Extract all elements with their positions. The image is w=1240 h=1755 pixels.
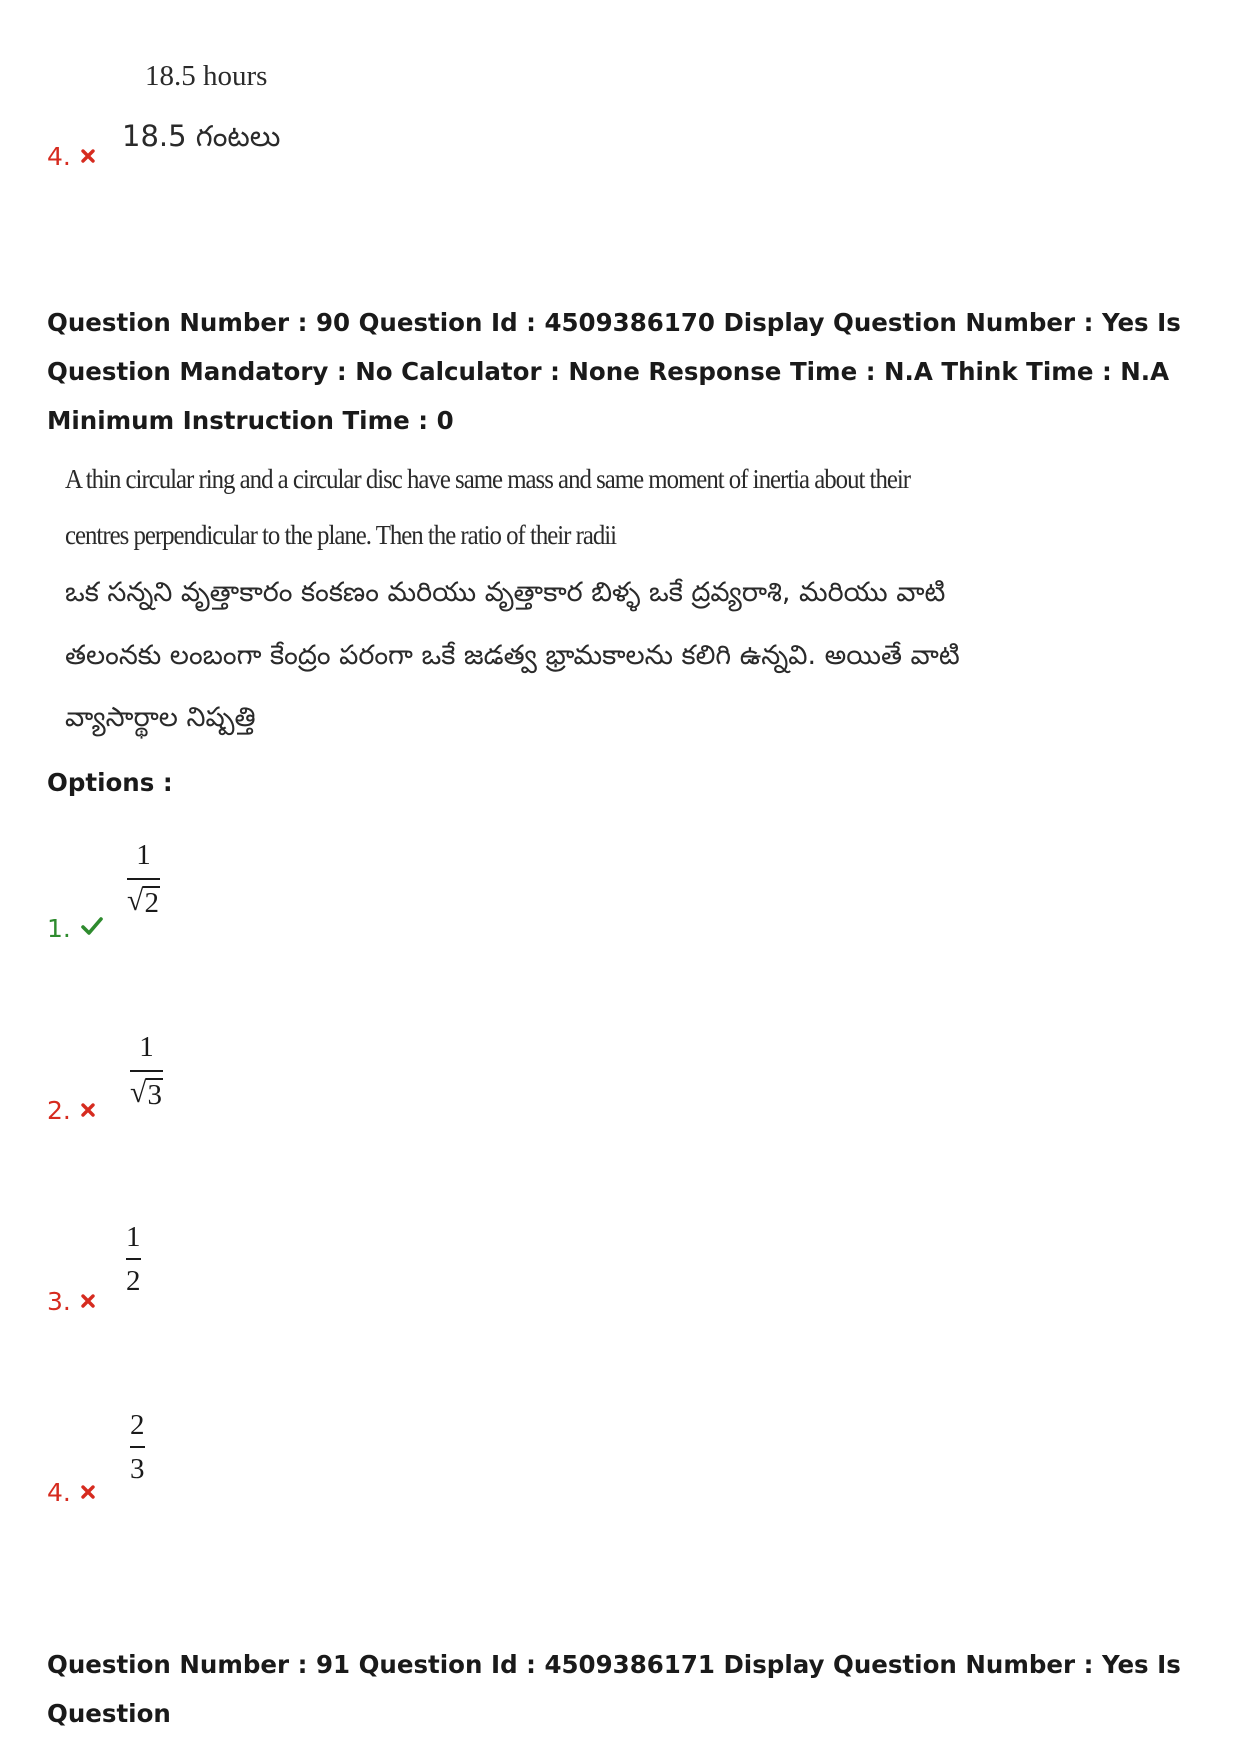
question-english-line1: A thin circular ring and a circular disc have same mass and same moment of inertia about their xyxy=(65,464,911,494)
prev-option4-number-row xyxy=(47,142,95,172)
option4-fraction xyxy=(130,1408,145,1486)
option4-numerator: 2 xyxy=(130,1409,145,1441)
option1-fraction xyxy=(127,838,160,918)
option3-numerator: 1 xyxy=(126,1221,141,1253)
option3-fraction xyxy=(126,1220,141,1298)
option3-denominator: 2 xyxy=(126,1265,141,1297)
question-english-line2: centres perpendicular to the plane. Then the ratio of their radii xyxy=(65,520,617,550)
option2-fraction xyxy=(130,1030,163,1110)
option4-denominator: 3 xyxy=(130,1453,145,1485)
cross-icon xyxy=(81,149,95,163)
question-telugu-line2: తలంనకు లంబంగా కేంద్రం పరంగా ఒకే జడత్వ భ్రామకాలను కలిగి ఉన్నవి. అయితే వాటి xyxy=(65,640,960,671)
fraction-bar xyxy=(126,1258,141,1260)
check-icon xyxy=(81,917,103,935)
option4-number-row xyxy=(47,1478,95,1508)
cross-icon xyxy=(81,1294,95,1308)
option1-number: 1. xyxy=(47,914,71,943)
sqrt-icon: √ xyxy=(127,884,144,917)
option2-number: 2. xyxy=(47,1096,71,1125)
fraction-bar xyxy=(127,878,160,880)
prev-option4-number: 4. xyxy=(47,142,71,171)
next-question-header: Question Number : 91 Question Id : 4509386171 Display Question Number : Yes Is Question xyxy=(47,1650,1181,1728)
option3-number: 3. xyxy=(47,1287,71,1316)
question-telugu-line1: ఒక సన్నని వృత్తాకారం కంకణం మరియు వృత్తాకార బిళ్ళ ఒకే ద్రవ్యరాశి, మరియు వాటి xyxy=(65,577,946,608)
options-label: Options : xyxy=(47,768,173,797)
fraction-bar xyxy=(130,1070,163,1072)
question-header: Question Number : 90 Question Id : 4509386170 Display Question Number : Yes Is Question Mandatory : No Calculator : None Response Time : N.A Think Time : N.A Minimum Instruction Time : 0 xyxy=(47,308,1181,435)
option4-number: 4. xyxy=(47,1478,71,1507)
option3-number-row xyxy=(47,1287,95,1317)
option1-number-row xyxy=(47,914,103,944)
cross-icon xyxy=(81,1103,95,1117)
prev-option4-english: 18.5 hours xyxy=(145,60,268,92)
fraction-bar xyxy=(130,1446,145,1448)
cross-icon xyxy=(81,1485,95,1499)
option1-numerator: 1 xyxy=(136,839,151,871)
option2-number-row xyxy=(47,1096,95,1126)
prev-option4-telugu: 18.5 గంటలు xyxy=(122,119,281,153)
question-telugu-line3: వ్యాసార్థాల నిష్పత్తి xyxy=(65,702,256,733)
sqrt-icon: √ xyxy=(130,1076,147,1109)
option2-denominator: 3 xyxy=(147,1079,162,1111)
option2-numerator: 1 xyxy=(139,1031,154,1063)
option1-denominator: 2 xyxy=(144,887,159,919)
